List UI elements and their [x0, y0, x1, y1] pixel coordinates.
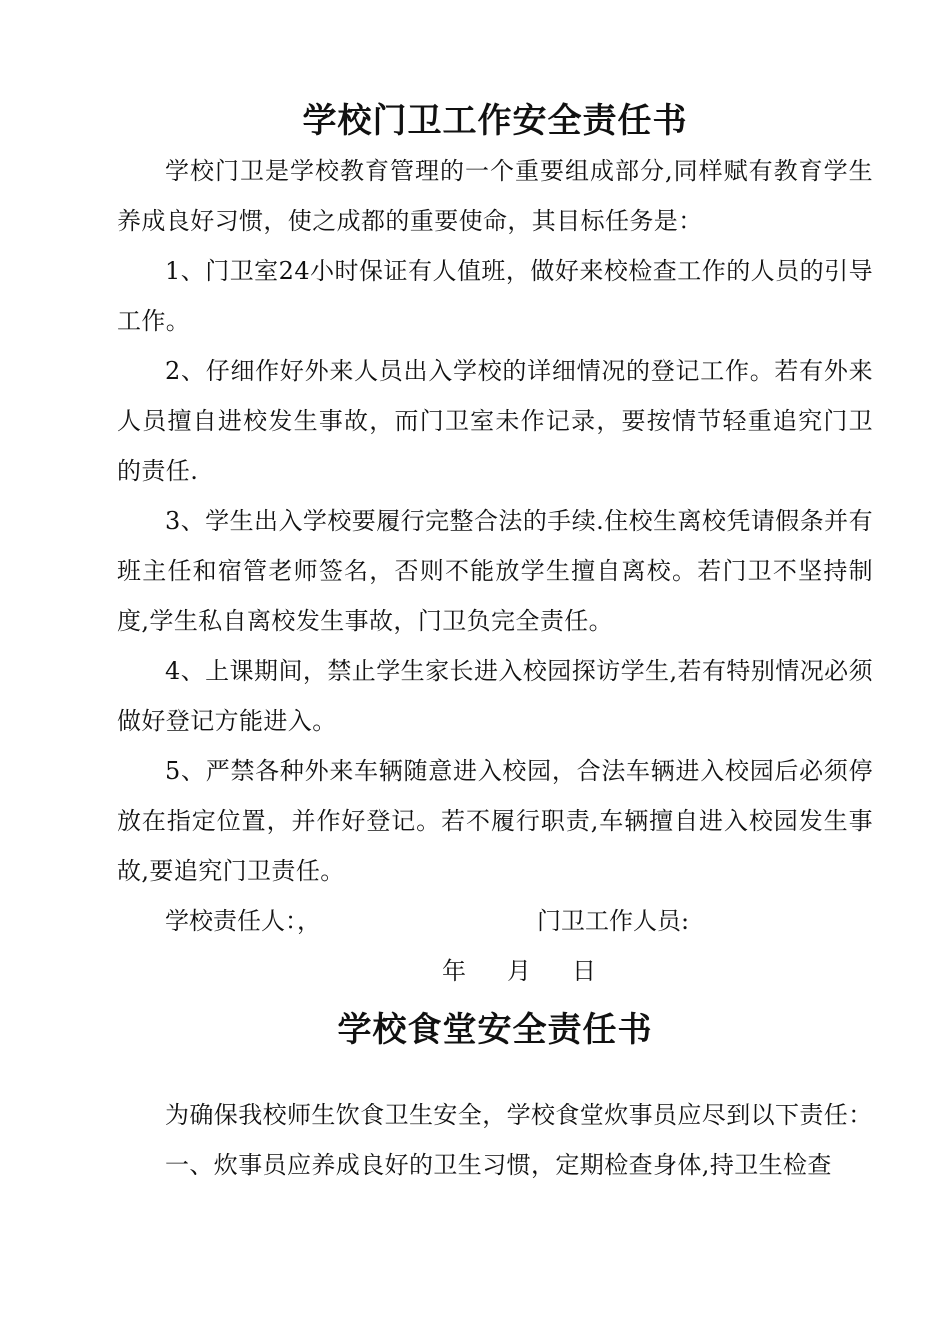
date-year-label: 年 — [442, 957, 466, 985]
school-responsible-signature-label: 学校责任人：， — [165, 907, 321, 935]
doc1-intro-paragraph: 学校门卫是学校教育管理的一个重要组成部分,同样赋有教育学生养成良好习惯，使之成都的重要使命，其目标任务是： — [117, 157, 873, 235]
doc1-item-5: 5、严禁各种外来车辆随意进入校园，合法车辆进入校园后必须停放在指定位置，并作好登记。若不履行职责,车辆擅自进入校园发生事故,要追究门卫责任。 — [117, 757, 873, 885]
doc1-title: 学校门卫工作安全责任书 — [302, 101, 688, 141]
date-row — [117, 946, 873, 996]
doc1-item-1: 1、门卫室24小时保证有人值班，做好来校检查工作的人员的引导工作。 — [117, 257, 873, 335]
date-month-label: 月 — [507, 957, 531, 985]
doc1-item-2: 2、仔细作好外来人员出入学校的详细情况的登记工作。若有外来人员擅自进校发生事故，而门卫室未作记录，要按情节轻重追究门卫的责任. — [117, 357, 873, 485]
signature-row — [117, 896, 873, 946]
doc2-item-1: 一、炊事员应养成良好的卫生习惯，定期检查身体,持卫生检查 — [165, 1151, 832, 1179]
guard-staff-signature-label: 门卫工作人员: — [537, 907, 690, 935]
doc1-item-4: 4、上课期间，禁止学生家长进入校园探访学生,若有特别情况必须做好登记方能进入。 — [117, 657, 873, 735]
document-page — [117, 96, 873, 1190]
doc2-title: 学校食堂安全责任书 — [337, 1010, 653, 1050]
doc2-intro-paragraph: 为确保我校师生饮食卫生安全，学校食堂炊事员应尽到以下责任： — [165, 1101, 873, 1129]
date-day-label: 日 — [572, 957, 596, 985]
doc1-item-3: 3、学生出入学校要履行完整合法的手续.住校生离校凭请假条并有班主任和宿管老师签名，否则不能放学生擅自离校。若门卫不坚持制度,学生私自离校发生事故，门卫负完全责任。 — [117, 507, 873, 635]
